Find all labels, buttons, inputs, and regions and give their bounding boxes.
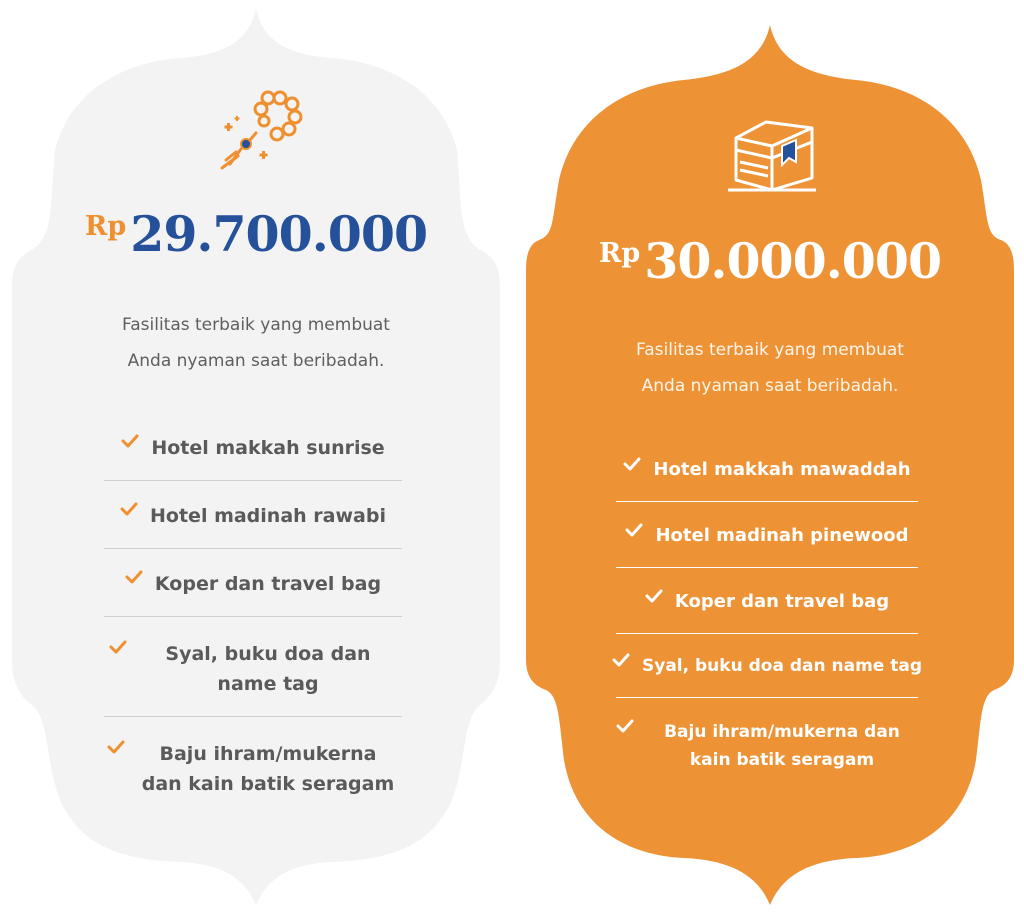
check-icon xyxy=(623,456,641,472)
feature-item xyxy=(616,698,918,786)
feature-item xyxy=(616,438,918,502)
feature-text: Baju ihram/mukerna dan kain batik seragam xyxy=(664,722,900,770)
feature-list xyxy=(616,438,923,786)
feature-text: Baju ihram/mukerna dan kain batik seragam xyxy=(141,743,395,795)
feature-item xyxy=(104,717,402,807)
currency-label: Rp xyxy=(84,211,127,242)
feature-item xyxy=(616,568,918,634)
check-icon xyxy=(612,652,630,668)
feature-text: Syal, buku doa dan name tag xyxy=(165,643,371,695)
price xyxy=(526,232,1014,290)
feature-text: Hotel madinah rawabi xyxy=(150,505,386,527)
feature-item xyxy=(104,481,402,549)
package-description xyxy=(12,307,500,379)
check-icon xyxy=(120,501,138,517)
check-icon xyxy=(616,718,634,734)
feature-item xyxy=(104,549,402,617)
check-icon xyxy=(625,522,643,538)
feature-text: Hotel madinah pinewood xyxy=(655,525,909,546)
feature-text: Hotel makkah mawaddah xyxy=(653,459,911,480)
check-icon xyxy=(121,433,139,449)
feature-item xyxy=(616,634,923,698)
feature-text: Koper dan travel bag xyxy=(154,573,382,595)
feature-text: Koper dan travel bag xyxy=(674,591,890,612)
price-amount: 30.000.000 xyxy=(644,232,942,290)
check-icon xyxy=(125,569,143,585)
description-line: Fasilitas terbaik yang membuat xyxy=(636,340,904,360)
check-icon xyxy=(109,639,127,655)
feature-text: Hotel makkah sunrise xyxy=(151,437,385,459)
feature-item xyxy=(616,502,918,568)
kaaba-icon xyxy=(726,118,818,194)
description-line: Anda nyaman saat beribadah. xyxy=(641,376,899,396)
price-amount: 29.700.000 xyxy=(130,205,428,263)
package-description xyxy=(526,332,1014,404)
check-icon xyxy=(107,739,125,755)
currency-label: Rp xyxy=(598,238,641,269)
package-card-premium xyxy=(526,20,1014,912)
feature-item xyxy=(104,413,402,481)
feature-text: Syal, buku doa dan name tag xyxy=(642,656,923,676)
feature-list xyxy=(104,413,402,807)
feature-item xyxy=(104,617,402,717)
description-line: Fasilitas terbaik yang membuat xyxy=(122,315,390,335)
price xyxy=(12,205,500,263)
description-line: Anda nyaman saat beribadah. xyxy=(127,351,385,371)
prayer-beads-icon xyxy=(208,86,308,176)
package-card-standard xyxy=(12,0,500,912)
check-icon xyxy=(645,588,663,604)
